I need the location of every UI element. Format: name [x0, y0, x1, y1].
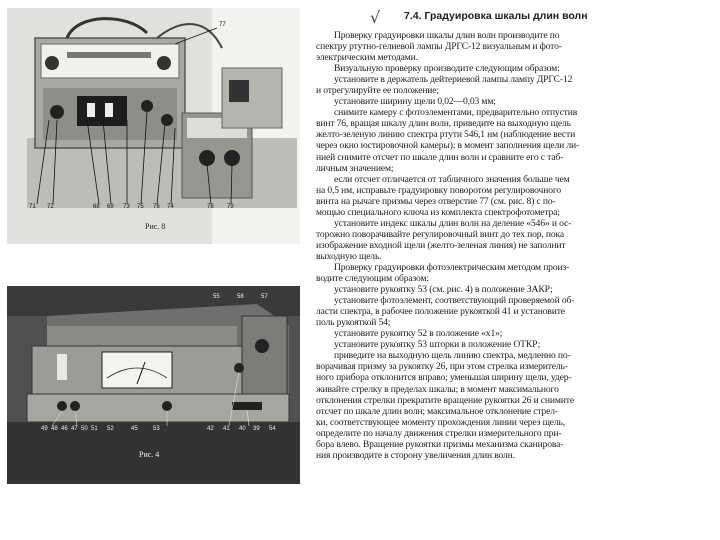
figure-8-callout: 71: [29, 204, 36, 210]
text-line: мощью специального ключа из комплекта спектрофотометра;: [316, 206, 560, 218]
text-line: через окно юстировочной камеры); в момент заполнения щели ли-: [316, 140, 580, 152]
text-line: личным значением;: [316, 162, 394, 174]
text-line: торожно поворачивайте регулировочный винт до тех пор, пока: [316, 228, 564, 240]
figure-4-photo: [7, 286, 300, 484]
text-line: ласти спектра, в рабочее положение рукояткой 41 и установите: [316, 306, 565, 318]
figure-8-callout: 76: [153, 204, 160, 210]
text-line: установите в держатель дейтериевой лампы лампу ДРГС-12: [334, 74, 573, 86]
text-line: бора влево. Вращение рукоятки призмы механизма сканирова-: [316, 438, 564, 450]
figure-4-callout: 58: [237, 294, 244, 300]
text-line: живайте стрелку в пределах шкалы; в момент максимального: [316, 383, 559, 395]
figure-8-photo: [7, 8, 300, 244]
text-line: изображение входной щели (желто-зеленая линия) не заполнит: [316, 239, 566, 251]
figure-8-callout: 72: [47, 204, 54, 210]
figure-4-callout: 51: [91, 426, 98, 432]
figure-4-callout: 45: [131, 426, 138, 432]
figure-8-callout: 74: [167, 204, 174, 210]
text-line: ния производите в сторону увеличения длин волн.: [316, 449, 515, 461]
figure-8-callout: 73: [123, 204, 130, 210]
figure-8-callout: 78: [207, 204, 214, 210]
text-line: если отсчет отличается от табличного значения больше чем: [334, 173, 570, 185]
text-line: отклонения стрелки прекратите вращение рукоятки 26 и снимите: [316, 394, 574, 406]
figure-8-callout: 75: [137, 204, 144, 210]
figure-8-callout: 69: [107, 204, 114, 210]
figure-8-callout: 68: [93, 204, 100, 210]
figure-4-callout: 53: [153, 426, 160, 432]
text-line: отсчет по шкале длин волн; максимальное отклонение стрел-: [316, 405, 558, 417]
figure-8-callout: 77: [219, 22, 226, 28]
text-line: приведите на выходную щель линию спектра, медленно по-: [334, 350, 571, 362]
body-text: [316, 30, 700, 461]
text-line: Визуальную проверку производите следующим образом:: [334, 63, 560, 75]
text-line: установите рукоятку 53 шторки в положение ОТКР;: [334, 339, 541, 351]
text-line: спектру ртутно-гелиевой лампы ДРГС-12 визуальным и фото-: [316, 41, 562, 53]
text-line: винт 76, вращая шкалу длин волн, приведите на выходную щель: [316, 118, 571, 130]
figure-4-callout: 55: [213, 294, 220, 300]
figure-4-callout: 50: [81, 426, 88, 432]
text-line: желто-зеленую линию спектра ртути 546,1 нм (наблюдение вести: [316, 129, 576, 141]
text-line: нией снимите отсчет по шкале длин волн и сравните его с таб-: [316, 151, 564, 163]
figure-4-callout: 40: [239, 426, 246, 432]
section-title: 7.4. Градуировка шкалы длин волн: [404, 10, 588, 22]
figure-8-callout: 79: [227, 204, 234, 210]
text-line: электрическим методами.: [316, 52, 418, 64]
text-line: Проверку градуировки фотоэлектрическим методом произ-: [334, 261, 570, 273]
text-line: винта на рычаге призмы через отверстие 77 (см. рис. 8) с по-: [316, 195, 556, 207]
text-line: определите по началу движения стрелки измерительного при-: [316, 427, 562, 439]
figure-4-callout: 47: [71, 426, 78, 432]
figure-4-callout: 42: [207, 426, 214, 432]
figure-4-callout: 41: [223, 426, 230, 432]
text-line: ворачивая призму за рукоятку 26, при этом стрелка измеритель-: [316, 361, 568, 373]
figure-8-caption: Рис. 8: [145, 222, 166, 231]
figure-4-callout: 54: [269, 426, 276, 432]
text-line: установите ширину щели 0,02—0,03 мм;: [334, 96, 496, 108]
text-line: снимите камеру с фотоэлементами, предварительно отпустив: [334, 107, 578, 119]
check-mark-icon: √: [370, 8, 381, 27]
text-line: выходную щель.: [316, 250, 382, 262]
figure-4-callout: 57: [261, 294, 268, 300]
figure-4-callout: 46: [61, 426, 68, 432]
figure-4-callout: 49: [41, 426, 48, 432]
figure-4-callout: 52: [107, 426, 114, 432]
text-line: ки, соответствующее моменту прохождения линии через щель,: [316, 416, 566, 428]
text-line: на 0,5 нм, исправьте градуировку поворотом регулировочного: [316, 184, 562, 196]
text-line: установите рукоятку 53 (см. рис. 4) в положение ЗАКР;: [334, 284, 553, 296]
text-line: установите рукоятку 52 в положение «х1»;: [334, 328, 503, 340]
figure-4-callout: 39: [253, 426, 260, 432]
text-line: Проверку градуировки шкалы длин волн производите по: [334, 30, 560, 41]
text-line: ного прибора отклонится вправо; уменьшая ширину щели, удер-: [316, 372, 572, 384]
text-line: поль рукояткой 54;: [316, 317, 391, 329]
text-line: водите следующим образом:: [316, 273, 429, 285]
text-line: установите фотоэлемент, соответствующий проверяемой об-: [334, 295, 575, 307]
text-line: установите индекс шкалы длин волн на деление «546» и ос-: [334, 217, 572, 229]
figure-4-caption: Рис. 4: [139, 450, 160, 459]
figure-4-callout: 48: [51, 426, 58, 432]
text-line: и отрегулируйте ее положение;: [316, 85, 439, 97]
